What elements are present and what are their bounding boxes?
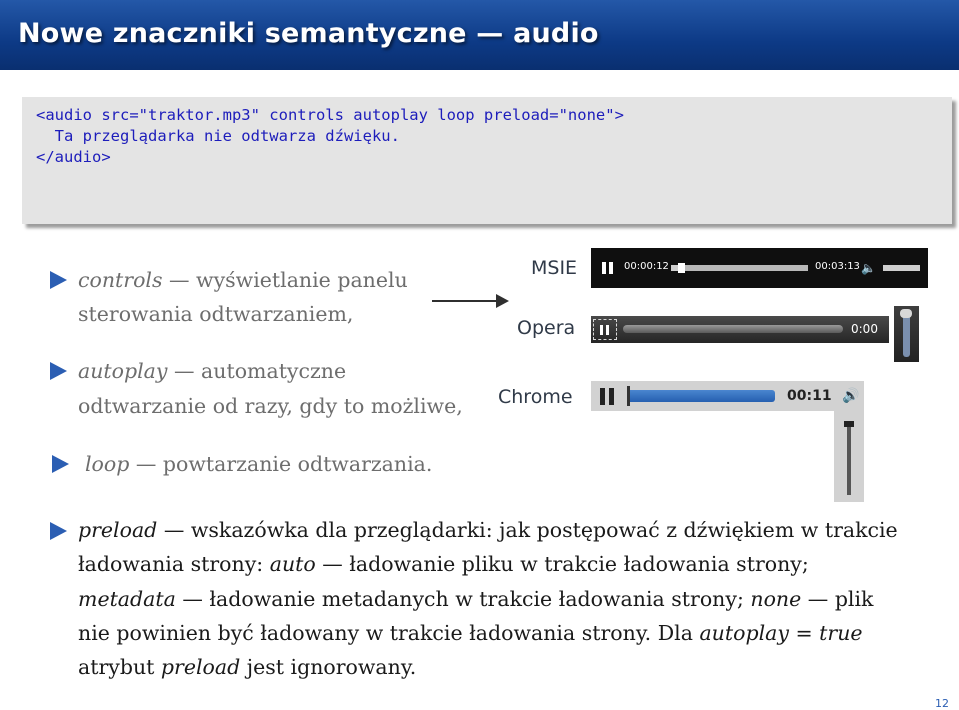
- label-chrome: Chrome: [498, 386, 573, 408]
- slide-header: [0, 0, 959, 70]
- pause-icon[interactable]: [593, 319, 617, 340]
- preload-text: atrybut: [78, 655, 161, 679]
- pause-icon[interactable]: [602, 262, 613, 274]
- chrome-progress-track[interactable]: [627, 390, 775, 402]
- opera-volume-slider[interactable]: [894, 306, 919, 362]
- autoplay-term: autoplay: [78, 359, 168, 383]
- preload-text: jest ignorowany.: [240, 655, 417, 679]
- speaker-icon[interactable]: 🔊: [842, 388, 860, 404]
- preload-text: — ładowanie metadanych w trakcie ładowania strony;: [175, 587, 751, 611]
- chrome-time: 00:11: [787, 388, 832, 404]
- preload-auto-term: auto: [269, 552, 316, 576]
- speaker-icon[interactable]: 🔈: [861, 261, 876, 275]
- msie-current-time: 00:00:12: [624, 261, 669, 272]
- preload-text: ładowania strony:: [78, 552, 270, 576]
- autoplay-desc-line2: odtwarzanie od razy, gdy to możliwe,: [78, 394, 463, 418]
- preload-desc-line3: [78, 587, 873, 611]
- chrome-progress-thumb[interactable]: [627, 386, 630, 406]
- pause-icon[interactable]: [599, 388, 616, 405]
- label-opera: Opera: [517, 317, 576, 339]
- preload-text: — plik: [801, 587, 874, 611]
- code-line: </audio>: [36, 148, 111, 166]
- msie-volume-slider[interactable]: [883, 265, 920, 271]
- controls-desc-line1: — wyświetlanie panelu: [162, 268, 408, 292]
- autoplay-description: [78, 359, 346, 383]
- opera-volume-track: [903, 315, 910, 357]
- arrow-line: [432, 300, 500, 302]
- bullet-icon: [50, 522, 67, 540]
- controls-term: controls: [78, 268, 163, 292]
- msie-progress-thumb[interactable]: [678, 263, 685, 273]
- controls-desc-line2: sterowania odtwarzaniem,: [78, 302, 354, 326]
- preload-text: nie powinien być ładowany w trakcie ładowania strony. Dla: [78, 621, 700, 645]
- loop-description: [85, 452, 432, 476]
- opera-audio-player: [591, 316, 889, 343]
- code-example-box: [22, 97, 952, 224]
- opera-volume-knob[interactable]: [900, 309, 912, 318]
- chrome-audio-player: [591, 381, 864, 411]
- opera-time: 0:00: [851, 322, 878, 336]
- bullet-icon: [50, 362, 67, 380]
- chrome-volume-knob[interactable]: [844, 421, 854, 427]
- preload-desc-line4: [78, 621, 863, 645]
- autoplay-desc-line1: — automatyczne: [167, 359, 347, 383]
- msie-progress-track[interactable]: [671, 265, 808, 271]
- preload-text: — wskazówka dla przeglądarki: jak postępować z dźwiękiem w trakcie: [157, 518, 898, 542]
- controls-description: [78, 268, 408, 292]
- preload-desc-line2: [78, 552, 809, 576]
- bullet-icon: [50, 271, 67, 289]
- bullet-icon: [52, 455, 69, 473]
- preload-text: — ładowanie pliku w trakcie ładowania strony;: [315, 552, 809, 576]
- page-number: 12: [935, 697, 949, 710]
- preload-none-term: none: [750, 587, 802, 611]
- slide-title: Nowe znaczniki semantyczne — audio: [18, 18, 599, 49]
- preload-term: preload: [160, 655, 241, 679]
- label-msie: MSIE: [531, 257, 578, 279]
- arrow-head-icon: [496, 294, 509, 308]
- msie-audio-player: [591, 248, 928, 288]
- loop-term: loop: [85, 452, 130, 476]
- code-line: Ta przeglądarka nie odtwarza dźwięku.: [36, 127, 400, 145]
- msie-progress-fill: [671, 265, 678, 271]
- code-line: <audio src="traktor.mp3" controls autoplay loop preload="none">: [36, 106, 624, 124]
- preload-metadata-term: metadata: [78, 587, 176, 611]
- chrome-volume-slider[interactable]: [834, 411, 864, 502]
- preload-desc-line5: [78, 655, 416, 679]
- loop-desc: — powtarzanie odtwarzania.: [129, 452, 433, 476]
- preload-term: preload: [78, 518, 158, 542]
- preload-desc-line1: [78, 518, 898, 542]
- chrome-volume-track: [847, 421, 851, 495]
- autoplay-expression: autoplay = true: [699, 621, 863, 645]
- msie-total-time: 00:03:13: [815, 261, 860, 272]
- opera-progress-track[interactable]: [623, 325, 843, 333]
